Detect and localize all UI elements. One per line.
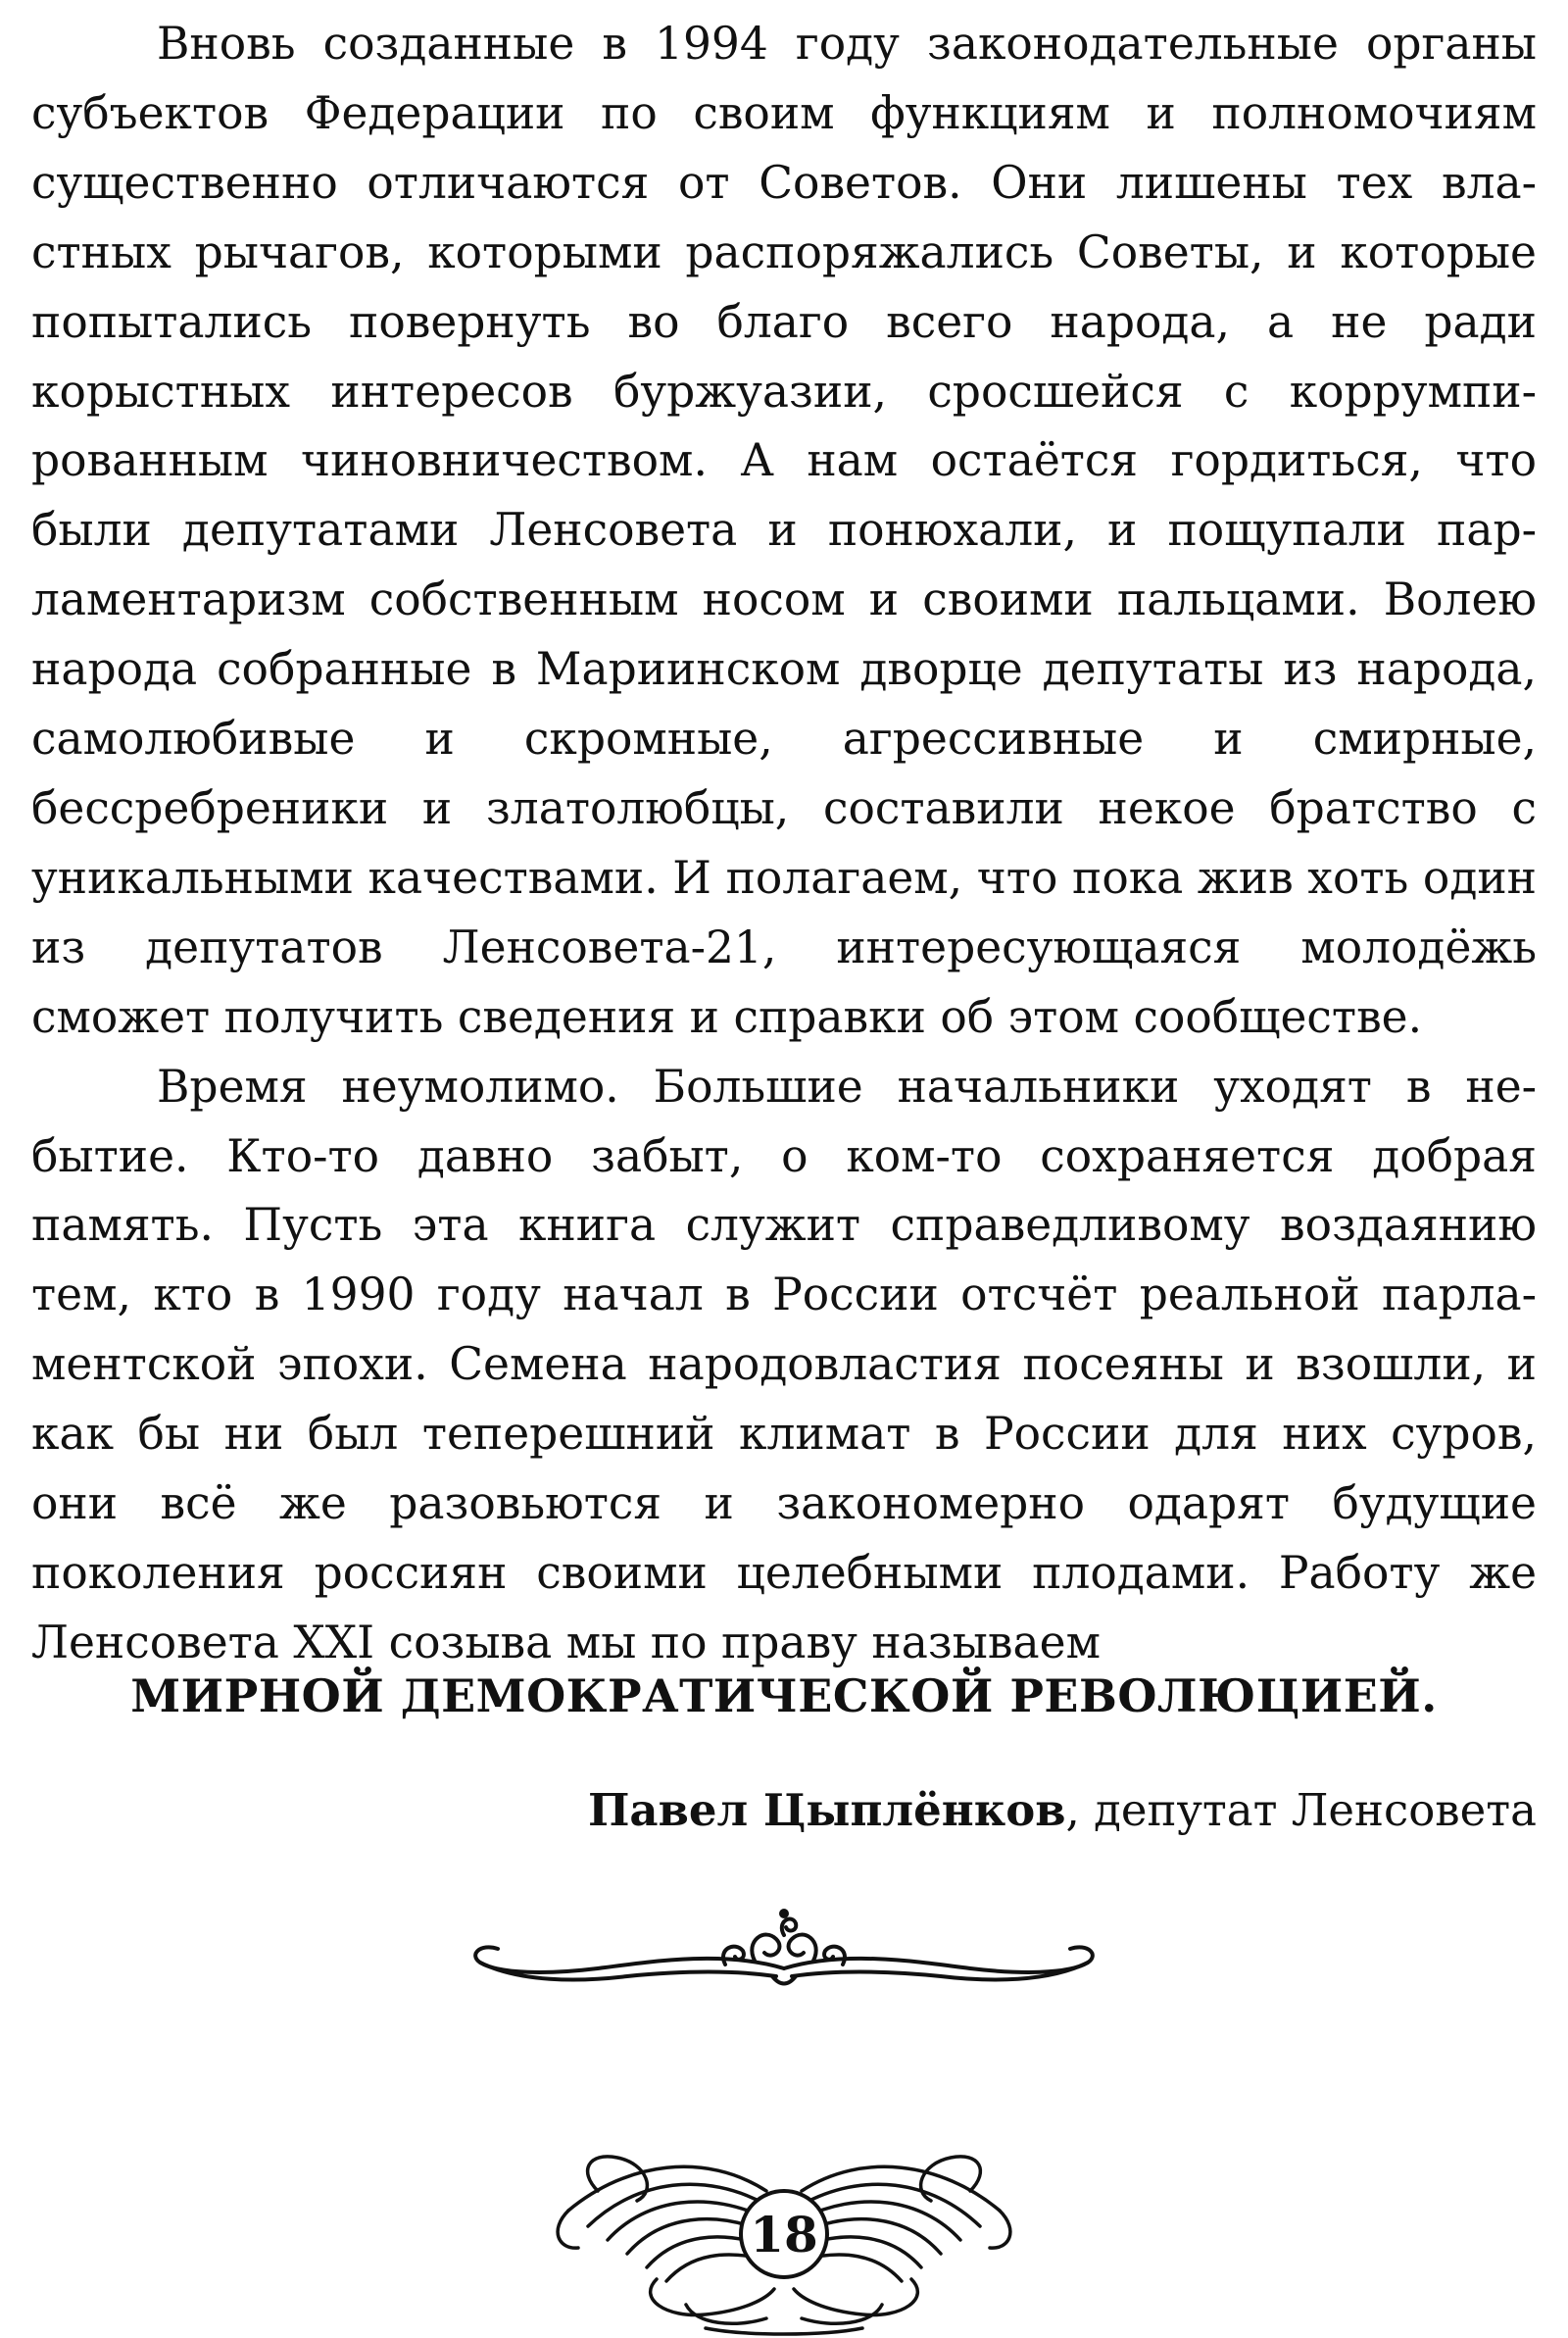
- signature: [588, 1776, 1537, 1845]
- closing-headline: МИРНОЙ ДЕМОКРАТИЧЕСКОЙ РЕВОЛЮЦИЕЙ.: [130, 1669, 1438, 1722]
- flourish-divider-icon: [461, 1892, 1107, 2000]
- paragraph-1: Вновь созданные в 1994 году законодательные органы субъектов Федерации по своим функциям и полномочиям существенно отличаются от Советов. Они лишены тех властных рычагов, которыми распоряжались Советы, и которые попытались повернуть во благо всего народа, а не ради корыстных интересов буржуазии, сросшейся с коррумпированным чиновничеством. А нам остаётся гордиться, что были депутатами Ленсовета и понюхали, и пощупали парламентаризм собственным носом и своими пальцами. Волею народа собранные в Мариинском дворце депутаты из народа, самолюбивые и скромные, агрессивные и смирные, бессребреники и златолюбцы, составили некое братство с уникальными качествами. И полагаем, что пока жив хоть один из депутатов Ленсовета-21, интересующаяся молодёжь сможет получить сведения и справки об этом сообществе.: [31, 18, 1537, 1043]
- author-role: , депутат Ленсовета: [1065, 1784, 1537, 1836]
- body-text: [31, 10, 1537, 1678]
- page-number-frame: [510, 2132, 1058, 2338]
- author-name: Павел Цыплёнков: [587, 1784, 1066, 1836]
- paragraph-2: Время неумолимо. Большие начальники уходят в небытие. Кто-то давно забыт, о ком-то сохраняется добрая память. Пусть эта книга служит справедливому воздаянию тем, кто в 1990 году начал в России отсчёт реальной парламентской эпохи. Семена народовластия посеяны и взошли, и как бы ни был теперешний климат в России для них суров, они всё же разовьются и закономерно одарят будущие поколения россиян своими целебными плодами. Работу же Ленсовета XXI созыва мы по праву называем: [31, 1060, 1537, 1668]
- page-number: 18: [739, 2189, 829, 2279]
